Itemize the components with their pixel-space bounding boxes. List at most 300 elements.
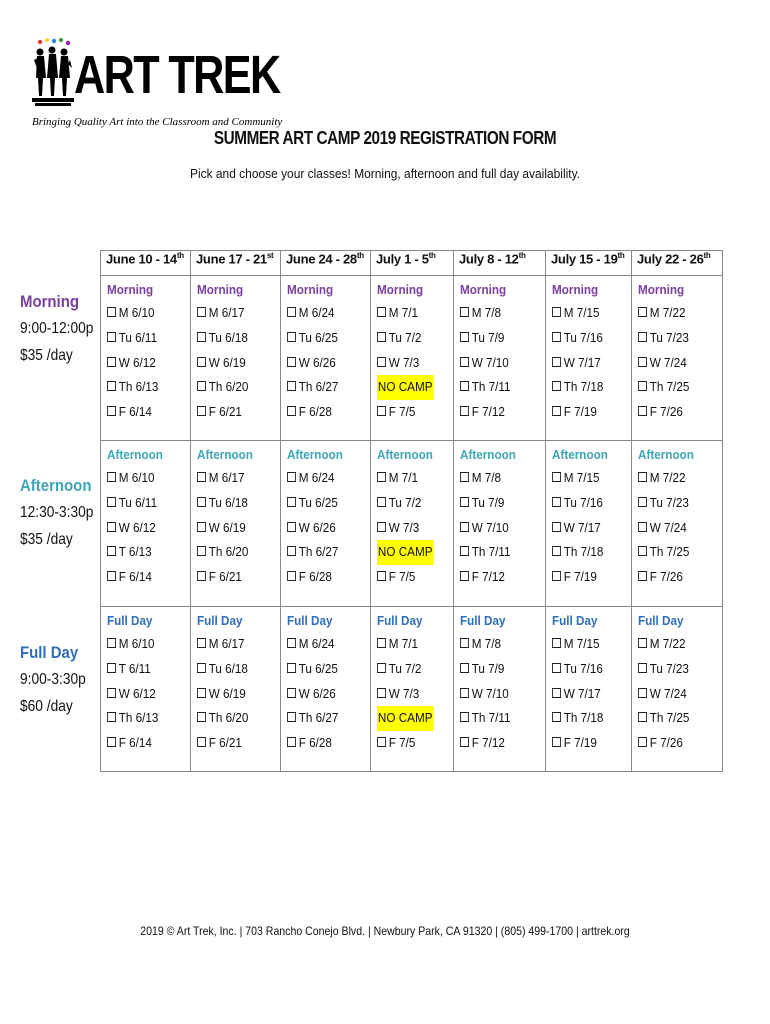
checkbox[interactable] [287, 737, 296, 747]
day-option[interactable] [287, 400, 362, 425]
day-label: W 6/19 [208, 519, 246, 535]
day-label: Th 6/20 [208, 544, 249, 560]
day-option[interactable] [287, 375, 362, 400]
day-option[interactable] [107, 516, 182, 541]
day-option[interactable] [377, 466, 445, 491]
checkbox[interactable] [107, 307, 116, 317]
checkbox[interactable] [197, 357, 206, 367]
checkbox[interactable] [287, 571, 296, 581]
day-option[interactable] [107, 682, 182, 707]
day-label: W 7/3 [388, 519, 420, 535]
checkbox[interactable] [552, 357, 561, 367]
week-label: July 15 - 19 [551, 251, 618, 267]
checkbox[interactable] [287, 712, 296, 722]
checkbox[interactable] [638, 663, 647, 673]
day-label: Tu 6/11 [118, 329, 158, 345]
checkbox[interactable] [107, 546, 116, 556]
week-label: July 8 - 12 [459, 251, 519, 267]
day-label: W 7/17 [563, 354, 601, 370]
checkbox[interactable] [460, 688, 469, 698]
day-label: W 6/26 [298, 519, 336, 535]
checkbox[interactable] [638, 737, 647, 747]
day-label: W 7/10 [471, 354, 509, 370]
week-ordinal-suffix: st [266, 251, 274, 260]
checkbox[interactable] [287, 546, 296, 556]
checkbox[interactable] [552, 307, 561, 317]
checkbox[interactable] [638, 357, 647, 367]
checkbox[interactable] [107, 332, 116, 342]
day-option[interactable] [552, 516, 623, 541]
logo-wordmark: ART TREK [74, 45, 280, 105]
day-label: Tu 7/2 [388, 494, 422, 510]
day-option[interactable] [107, 706, 182, 731]
cell-slot-heading: Full Day [107, 613, 153, 628]
day-label: Tu 7/2 [388, 329, 422, 345]
day-option[interactable] [197, 375, 272, 400]
day-option[interactable] [552, 565, 623, 590]
checkbox[interactable] [460, 737, 469, 747]
day-option[interactable] [377, 400, 445, 425]
day-option[interactable] [107, 540, 182, 565]
day-option[interactable] [552, 540, 623, 565]
checkbox[interactable] [552, 638, 561, 648]
day-option[interactable] [638, 540, 714, 565]
checkbox[interactable] [638, 688, 647, 698]
day-label: M 6/17 [208, 470, 245, 485]
checkbox[interactable] [107, 381, 116, 391]
day-label: F 6/21 [208, 735, 242, 751]
day-option[interactable] [287, 682, 362, 707]
day-option[interactable] [197, 540, 272, 565]
day-label: F 6/28 [298, 735, 332, 751]
checkbox[interactable] [107, 497, 116, 507]
checkbox[interactable] [638, 381, 647, 391]
checkbox[interactable] [287, 381, 296, 391]
schedule-cell [281, 607, 371, 772]
day-label: Th 6/13 [118, 379, 159, 395]
day-option[interactable] [552, 657, 623, 682]
schedule-cell [454, 441, 546, 607]
day-option[interactable] [460, 351, 537, 376]
checkbox[interactable] [197, 688, 206, 698]
checkbox[interactable] [377, 571, 386, 581]
checkbox[interactable] [552, 737, 561, 747]
schedule-cell [546, 276, 632, 441]
day-option[interactable] [107, 326, 182, 351]
day-label: M 6/10 [118, 470, 155, 485]
day-option[interactable] [197, 351, 272, 376]
checkbox[interactable] [377, 737, 386, 747]
day-option[interactable] [197, 400, 272, 425]
cell-slot-heading: Afternoon [377, 447, 433, 462]
day-option[interactable] [107, 565, 182, 590]
checkbox[interactable] [287, 497, 296, 507]
day-label: Tu 7/16 [563, 660, 603, 676]
day-option[interactable] [107, 466, 182, 491]
day-label: W 6/19 [208, 685, 246, 701]
day-option[interactable] [377, 351, 445, 376]
day-option[interactable] [552, 351, 623, 376]
day-label: W 6/19 [208, 354, 246, 370]
checkbox[interactable] [197, 472, 206, 482]
day-option[interactable] [460, 516, 537, 541]
day-option[interactable] [460, 540, 537, 565]
day-option[interactable] [287, 565, 362, 590]
day-option[interactable] [197, 491, 272, 516]
schedule-table [100, 250, 723, 772]
day-option[interactable] [638, 351, 714, 376]
day-option[interactable] [460, 706, 537, 731]
checkbox[interactable] [552, 546, 561, 556]
day-label: W 7/17 [563, 685, 601, 701]
slot-price: $35 /day [20, 531, 73, 548]
checkbox[interactable] [460, 381, 469, 391]
cell-slot-heading: Morning [197, 282, 244, 297]
checkbox[interactable] [197, 381, 206, 391]
no-camp-notice [377, 540, 445, 565]
checkbox[interactable] [552, 472, 561, 482]
checkbox[interactable] [460, 638, 469, 648]
day-option[interactable] [377, 657, 445, 682]
day-label: Th 6/27 [298, 710, 339, 726]
no-camp-label: NO CAMP [377, 706, 433, 731]
day-option[interactable] [638, 400, 714, 425]
checkbox[interactable] [197, 307, 206, 317]
checkbox[interactable] [377, 307, 386, 317]
checkbox[interactable] [377, 497, 386, 507]
checkbox[interactable] [197, 522, 206, 532]
checkbox[interactable] [287, 307, 296, 317]
day-label: Th 7/18 [563, 379, 604, 395]
cell-slot-heading: Afternoon [638, 447, 694, 462]
checkbox[interactable] [107, 357, 116, 367]
checkbox[interactable] [638, 571, 647, 581]
day-option[interactable] [377, 731, 445, 756]
checkbox[interactable] [107, 712, 116, 722]
checkbox[interactable] [460, 307, 469, 317]
schedule-row [101, 607, 723, 772]
day-option[interactable] [460, 400, 537, 425]
checkbox[interactable] [197, 332, 206, 342]
checkbox[interactable] [287, 332, 296, 342]
checkbox[interactable] [377, 472, 386, 482]
day-option[interactable] [552, 682, 623, 707]
day-option[interactable] [377, 301, 445, 326]
checkbox[interactable] [107, 688, 116, 698]
day-option[interactable] [287, 657, 362, 682]
day-option[interactable] [287, 491, 362, 516]
day-label: M 6/10 [118, 305, 155, 320]
week-label: June 17 - 21 [196, 251, 267, 267]
schedule-row [101, 441, 723, 607]
day-option[interactable] [552, 326, 623, 351]
day-option[interactable] [287, 326, 362, 351]
day-option[interactable] [197, 565, 272, 590]
checkbox[interactable] [107, 571, 116, 581]
week-header-row [101, 251, 723, 276]
day-option[interactable] [460, 301, 537, 326]
checkbox[interactable] [377, 688, 386, 698]
day-option[interactable] [638, 706, 714, 731]
day-option[interactable] [287, 540, 362, 565]
slot-name: Full Day [20, 643, 79, 662]
week-header [281, 251, 371, 276]
checkbox[interactable] [638, 307, 647, 317]
day-option[interactable] [460, 375, 537, 400]
checkbox[interactable] [107, 472, 116, 482]
checkbox[interactable] [460, 497, 469, 507]
day-option[interactable] [460, 682, 537, 707]
checkbox[interactable] [197, 497, 206, 507]
day-label: W 7/24 [649, 685, 687, 701]
checkbox[interactable] [377, 332, 386, 342]
day-label: Tu 6/11 [118, 494, 158, 510]
day-option[interactable] [107, 731, 182, 756]
slot-name: Afternoon [20, 476, 92, 495]
checkbox[interactable] [460, 406, 469, 416]
checkbox[interactable] [460, 522, 469, 532]
day-option[interactable] [107, 375, 182, 400]
day-label: Th 6/20 [208, 379, 249, 395]
cell-slot-heading: Full Day [552, 613, 598, 628]
day-option[interactable] [638, 731, 714, 756]
schedule-cell [632, 441, 723, 607]
checkbox[interactable] [107, 737, 116, 747]
day-option[interactable] [197, 301, 272, 326]
day-option[interactable] [377, 632, 445, 657]
day-option[interactable] [377, 516, 445, 541]
checkbox[interactable] [287, 406, 296, 416]
checkbox[interactable] [377, 638, 386, 648]
checkbox[interactable] [107, 522, 116, 532]
day-option[interactable] [197, 657, 272, 682]
checkbox[interactable] [638, 497, 647, 507]
schedule-cell [101, 276, 191, 441]
checkbox[interactable] [638, 332, 647, 342]
cell-slot-heading: Morning [552, 282, 599, 297]
cell-slot-heading: Afternoon [197, 447, 253, 462]
day-label: M 7/22 [649, 470, 686, 485]
day-label: Th 6/13 [118, 710, 159, 726]
day-option[interactable] [552, 400, 623, 425]
cell-slot-heading: Morning [638, 282, 685, 297]
day-label: Th 7/18 [563, 710, 604, 726]
day-label: Th 6/27 [298, 544, 339, 560]
day-option[interactable] [552, 731, 623, 756]
day-option[interactable] [638, 491, 714, 516]
day-option[interactable] [552, 491, 623, 516]
day-option[interactable] [197, 682, 272, 707]
day-option[interactable] [107, 301, 182, 326]
checkbox[interactable] [552, 381, 561, 391]
checkbox[interactable] [107, 638, 116, 648]
day-label: Tu 7/23 [649, 494, 689, 510]
day-option[interactable] [638, 301, 714, 326]
day-option[interactable] [552, 632, 623, 657]
day-option[interactable] [377, 565, 445, 590]
day-option[interactable] [460, 731, 537, 756]
day-option[interactable] [287, 706, 362, 731]
week-header [371, 251, 454, 276]
checkbox[interactable] [107, 663, 116, 673]
day-option[interactable] [638, 326, 714, 351]
schedule-cell [632, 276, 723, 441]
day-label: Tu 6/25 [298, 660, 338, 676]
day-option[interactable] [287, 632, 362, 657]
day-option[interactable] [377, 682, 445, 707]
checkbox[interactable] [460, 357, 469, 367]
checkbox[interactable] [552, 332, 561, 342]
day-option[interactable] [638, 466, 714, 491]
checkbox[interactable] [638, 546, 647, 556]
day-option[interactable] [638, 682, 714, 707]
day-label: M 7/15 [563, 305, 600, 320]
checkbox[interactable] [287, 357, 296, 367]
checkbox[interactable] [460, 472, 469, 482]
day-option[interactable] [107, 491, 182, 516]
day-label: M 7/15 [563, 470, 600, 485]
day-option[interactable] [287, 516, 362, 541]
checkbox[interactable] [287, 472, 296, 482]
day-option[interactable] [552, 466, 623, 491]
checkbox[interactable] [377, 522, 386, 532]
checkbox[interactable] [552, 712, 561, 722]
checkbox[interactable] [197, 546, 206, 556]
day-option[interactable] [377, 326, 445, 351]
checkbox[interactable] [197, 712, 206, 722]
day-label: W 7/3 [388, 354, 420, 370]
checkbox[interactable] [638, 712, 647, 722]
checkbox[interactable] [287, 688, 296, 698]
checkbox[interactable] [197, 406, 206, 416]
day-label: M 6/17 [208, 636, 245, 651]
checkbox[interactable] [287, 663, 296, 673]
no-camp-label: NO CAMP [377, 540, 433, 565]
checkbox[interactable] [197, 638, 206, 648]
day-option[interactable] [197, 706, 272, 731]
schedule-body [101, 276, 723, 772]
day-label: F 6/21 [208, 404, 242, 420]
checkbox[interactable] [552, 406, 561, 416]
day-label: F 7/12 [471, 735, 505, 751]
slot-name: Morning [20, 292, 80, 311]
day-label: F 6/28 [298, 569, 332, 585]
day-option[interactable] [638, 565, 714, 590]
day-option[interactable] [287, 351, 362, 376]
day-label: T 6/13 [118, 544, 152, 560]
day-label: Th 7/11 [471, 379, 511, 395]
checkbox[interactable] [287, 638, 296, 648]
checkbox[interactable] [460, 712, 469, 722]
day-option[interactable] [197, 516, 272, 541]
day-label: Th 7/25 [649, 379, 690, 395]
cell-slot-heading: Afternoon [552, 447, 608, 462]
slot-label-full-day [20, 639, 100, 720]
day-option[interactable] [460, 632, 537, 657]
cell-slot-heading: Afternoon [107, 447, 163, 462]
day-option[interactable] [460, 326, 537, 351]
checkbox[interactable] [197, 663, 206, 673]
schedule-row [101, 276, 723, 441]
checkbox[interactable] [377, 406, 386, 416]
day-label: F 7/26 [649, 404, 683, 420]
day-label: F 7/26 [649, 735, 683, 751]
cell-slot-heading: Morning [460, 282, 507, 297]
checkbox[interactable] [460, 546, 469, 556]
day-option[interactable] [287, 731, 362, 756]
day-label: W 6/26 [298, 685, 336, 701]
day-label: W 7/24 [649, 354, 687, 370]
day-option[interactable] [197, 466, 272, 491]
day-option[interactable] [460, 466, 537, 491]
day-option[interactable] [638, 375, 714, 400]
day-option[interactable] [377, 491, 445, 516]
week-header [546, 251, 632, 276]
day-option[interactable] [107, 657, 182, 682]
schedule-cell [632, 607, 723, 772]
checkbox[interactable] [197, 571, 206, 581]
checkbox[interactable] [552, 497, 561, 507]
schedule-cell [191, 276, 281, 441]
checkbox[interactable] [552, 688, 561, 698]
checkbox[interactable] [552, 571, 561, 581]
checkbox[interactable] [460, 663, 469, 673]
day-option[interactable] [460, 491, 537, 516]
day-option[interactable] [287, 466, 362, 491]
day-option[interactable] [107, 400, 182, 425]
day-option[interactable] [638, 657, 714, 682]
day-label: W 7/24 [649, 519, 687, 535]
checkbox[interactable] [638, 406, 647, 416]
checkbox[interactable] [638, 638, 647, 648]
day-label: W 7/3 [388, 685, 420, 701]
day-option[interactable] [552, 375, 623, 400]
day-option[interactable] [197, 731, 272, 756]
day-option[interactable] [287, 301, 362, 326]
day-option[interactable] [460, 657, 537, 682]
day-option[interactable] [460, 565, 537, 590]
day-label: Tu 6/25 [298, 329, 338, 345]
checkbox[interactable] [197, 737, 206, 747]
checkbox[interactable] [460, 571, 469, 581]
checkbox[interactable] [460, 332, 469, 342]
day-option[interactable] [197, 632, 272, 657]
week-ordinal-suffix: th [703, 251, 711, 260]
week-ordinal-suffix: th [428, 251, 436, 260]
checkbox[interactable] [287, 522, 296, 532]
day-label: M 7/1 [388, 636, 418, 651]
week-label: July 22 - 26 [637, 251, 704, 267]
day-option[interactable] [638, 632, 714, 657]
checkbox[interactable] [377, 357, 386, 367]
day-option[interactable] [552, 301, 623, 326]
day-option[interactable] [107, 632, 182, 657]
checkbox[interactable] [552, 522, 561, 532]
day-option[interactable] [638, 516, 714, 541]
checkbox[interactable] [107, 406, 116, 416]
day-option[interactable] [107, 351, 182, 376]
day-label: M 6/24 [298, 305, 335, 320]
day-label: M 7/15 [563, 636, 600, 651]
checkbox[interactable] [377, 663, 386, 673]
checkbox[interactable] [638, 522, 647, 532]
day-option[interactable] [552, 706, 623, 731]
day-label: Th 7/11 [471, 544, 511, 560]
day-label: Tu 7/9 [471, 660, 505, 676]
day-option[interactable] [197, 326, 272, 351]
checkbox[interactable] [638, 472, 647, 482]
checkbox[interactable] [552, 663, 561, 673]
